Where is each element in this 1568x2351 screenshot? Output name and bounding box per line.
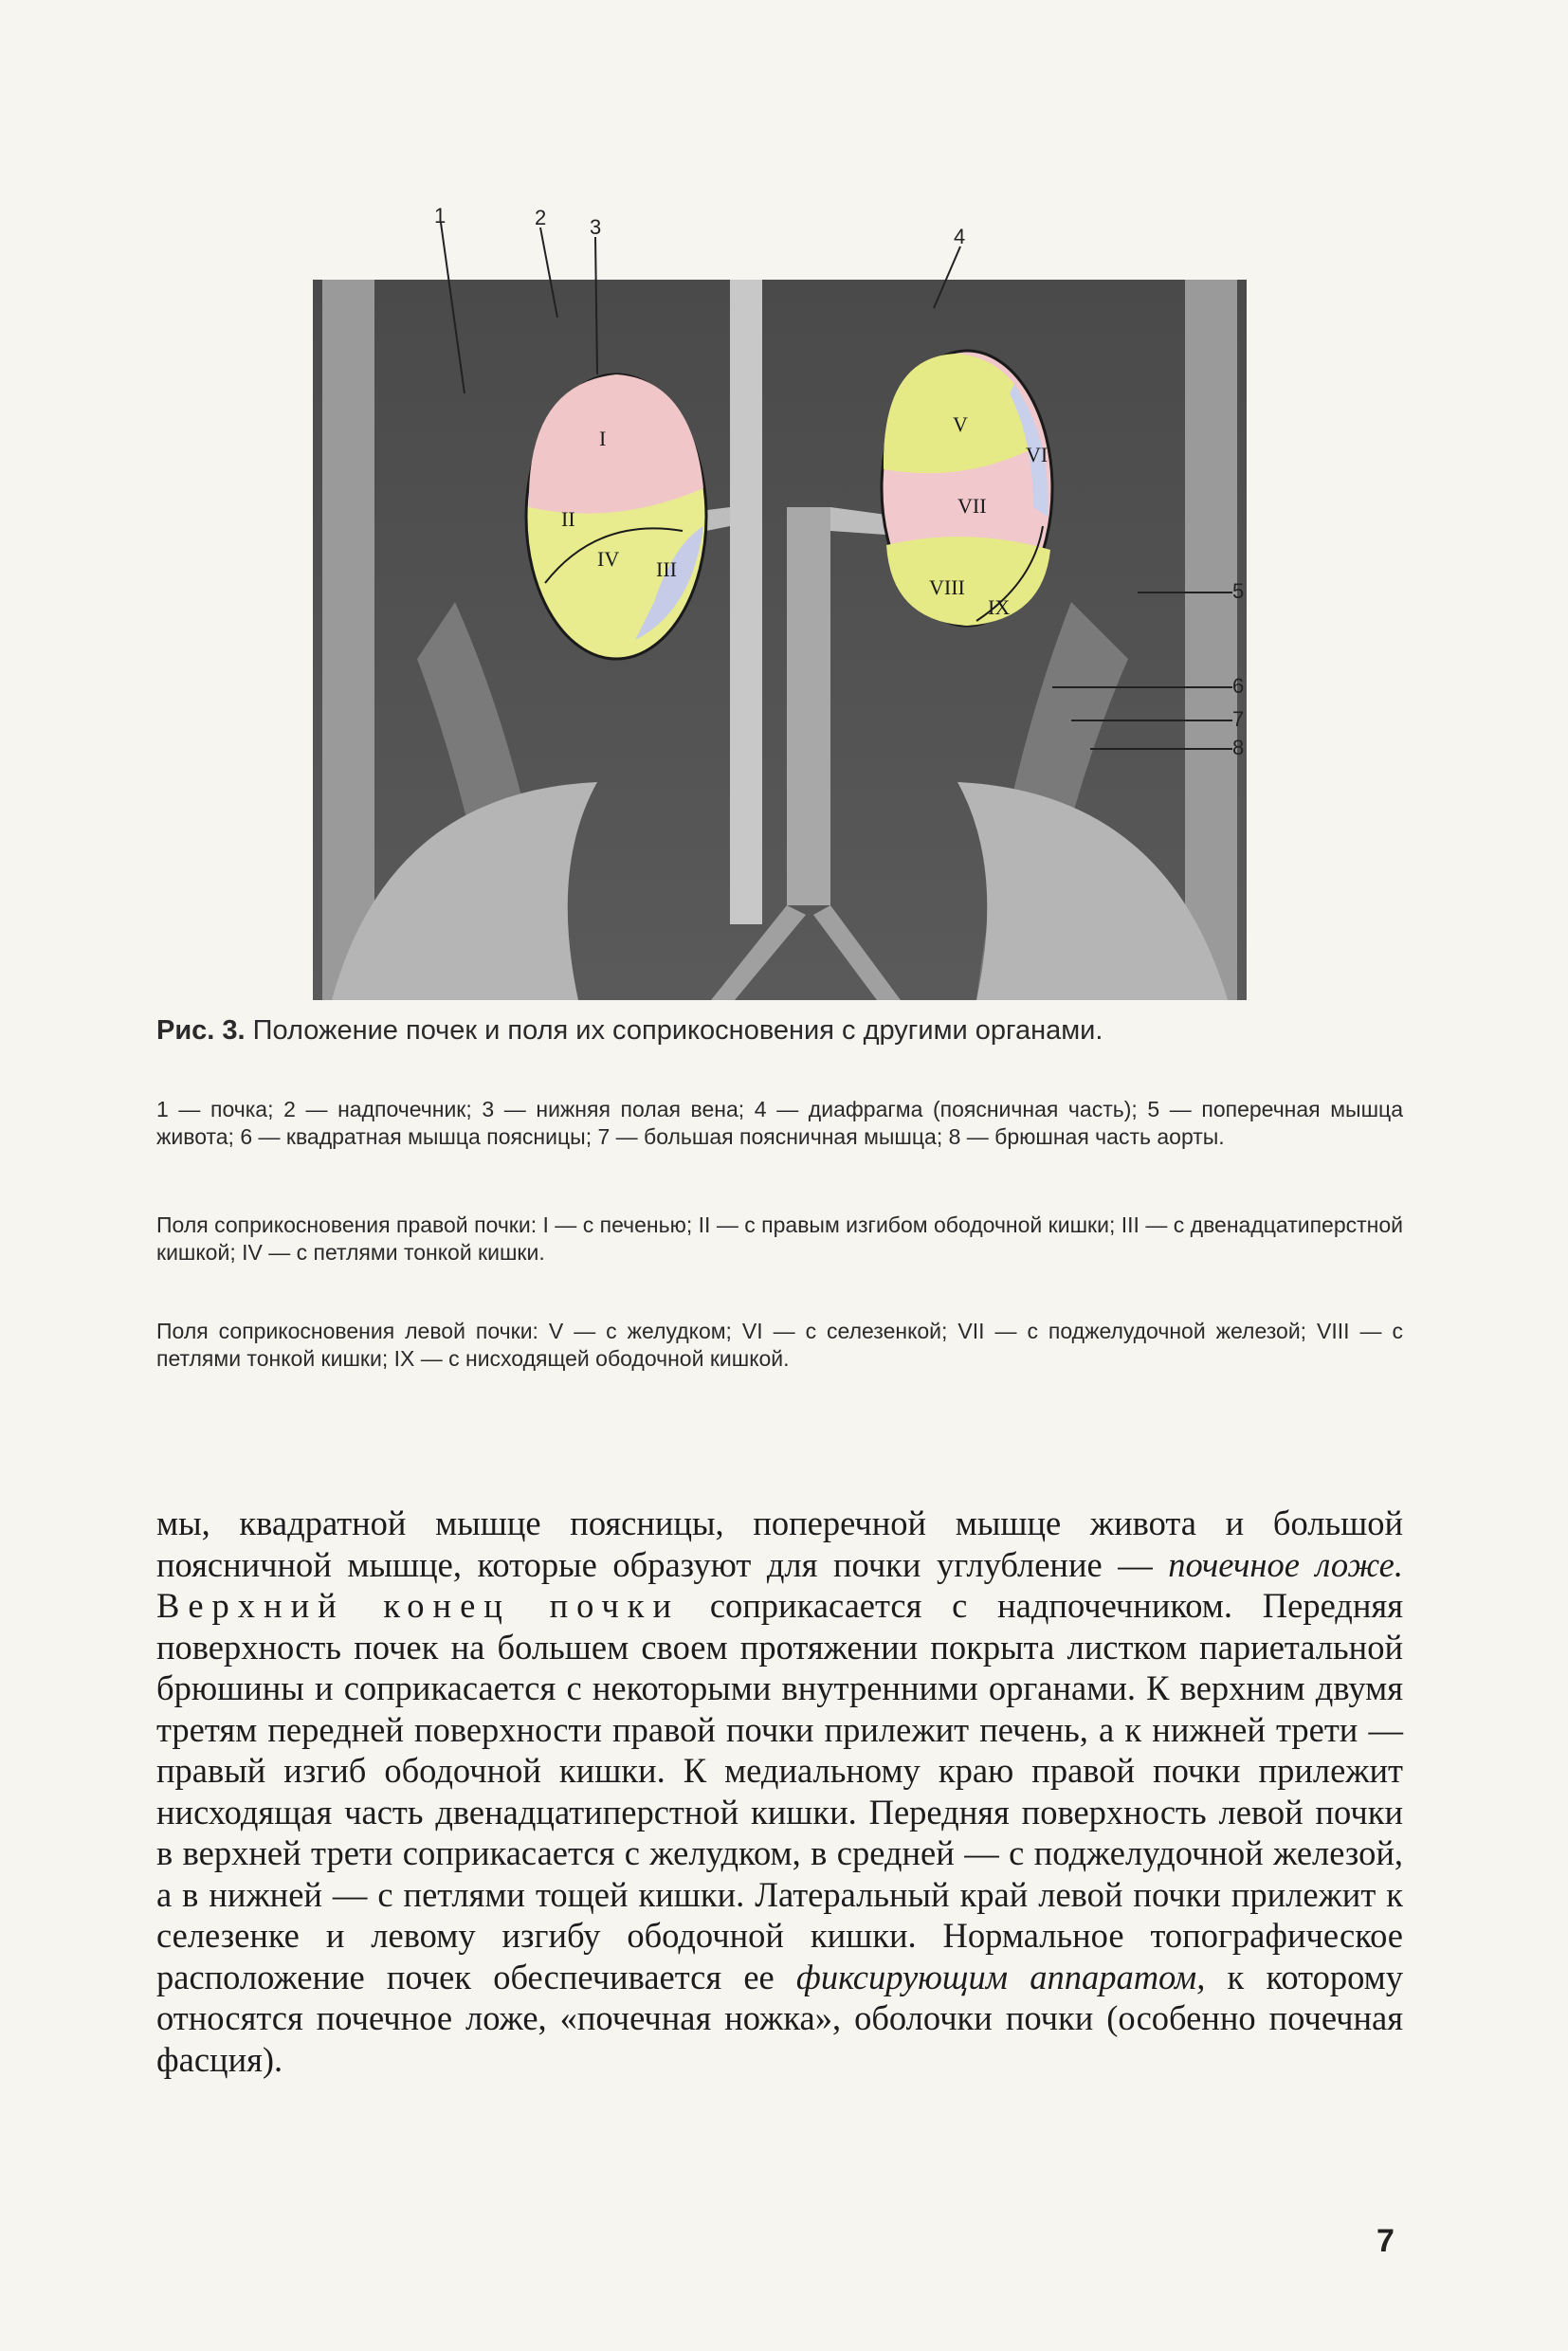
term-renal-bed: почечное ложе. [1168, 1544, 1404, 1584]
callout-1: 1 [434, 204, 447, 228]
region-VIII: VIII [929, 575, 965, 599]
callout-2: 2 [535, 206, 547, 229]
region-VI: VI [1026, 443, 1048, 466]
callout-8: 8 [1232, 736, 1245, 759]
callout-6: 6 [1232, 674, 1245, 698]
region-II: II [561, 507, 575, 531]
body-part-4: к которому относятся почечное ложе, «почечная ножка», оболочки почки (особенно почечная фасция). [156, 1957, 1403, 2079]
figure-number: Рис. 3. [156, 1015, 246, 1046]
left-kidney-fields: Поля соприкосновения левой почки: V — с желудком; VI — с селезенкой; VII — с поджелудочной железой; VIII — с петлями тонкой кишки; IX — с нисходящей ободочной кишкой. [156, 1319, 1403, 1371]
left-kidney [882, 351, 1052, 626]
body-paragraph [156, 1503, 1403, 2080]
region-IX: IX [988, 595, 1011, 619]
page-number: 7 [1377, 2223, 1395, 2259]
spaced-phrase: Верхний конец почки [156, 1586, 681, 1625]
figure-legend: 1 — почка; 2 — надпочечник; 3 — нижняя полая вена; 4 — диафрагма (поясничная часть); 5 — поперечная мышца живота; 6 — квадратная мышца поясницы; 7 — большая поясничная мышца; 8 — брюшная часть аорты. [156, 1097, 1403, 1149]
region-VII: VII [957, 494, 987, 518]
anatomy-figure [313, 204, 1247, 1000]
vena-cava [730, 280, 762, 924]
body-part-1: мы, квадратной мышце поясницы, поперечной мышце живота и большой поясничной мышце, которые образуют для почки углубление — [156, 1504, 1403, 1584]
region-I: I [599, 427, 607, 450]
left-body-wall [322, 280, 374, 1000]
right-body-wall [1185, 280, 1237, 1000]
right-kidney-fields: Поля соприкосновения правой почки: I — с печенью; II — с правым изгибом ободочной кишки; III — с двенадцатиперстной кишкой; IV — с петлями тонкой кишки. [156, 1212, 1403, 1265]
body-part-3: соприкасается с надпочечником. Передняя поверхность почек на большем своем протяжении покрыта листком париетальной брюшины и соприкасается с некоторыми внутренними органами. К верхним двумя третям передней поверхности правой почки прилежит печень, а к нижней трети — правый изгиб ободочной кишки. К медиальному краю правой почки прилежит нисходящая часть двенадцатиперстной кишки. Передняя поверхность левой почки в верхней трети соприкасается с желудком, в средней — с поджелудочной железой, а в нижней — с петлями тощей кишки. Латеральный край левой почки прилежит к селезенке и левому изгибу ободочной кишки. Нормальное топографическое расположение почек обеспечивается ее [156, 1586, 1403, 1996]
region-V: V [953, 412, 968, 436]
callout-5: 5 [1232, 579, 1245, 603]
callout-3: 3 [590, 215, 602, 239]
callout-7: 7 [1232, 707, 1245, 731]
figure-title-text: Положение почек и поля их соприкосновения с другими органами. [252, 1015, 1103, 1046]
figure-caption-title [156, 1012, 1403, 1048]
term-fixing-apparatus: фиксирующим аппаратом, [795, 1957, 1206, 1996]
region-IV: IV [597, 547, 620, 571]
region-III: III [656, 557, 677, 581]
aorta [787, 507, 830, 905]
right-kidney [526, 374, 706, 659]
callout-4: 4 [954, 225, 966, 248]
kidney-illustration [313, 204, 1247, 1000]
